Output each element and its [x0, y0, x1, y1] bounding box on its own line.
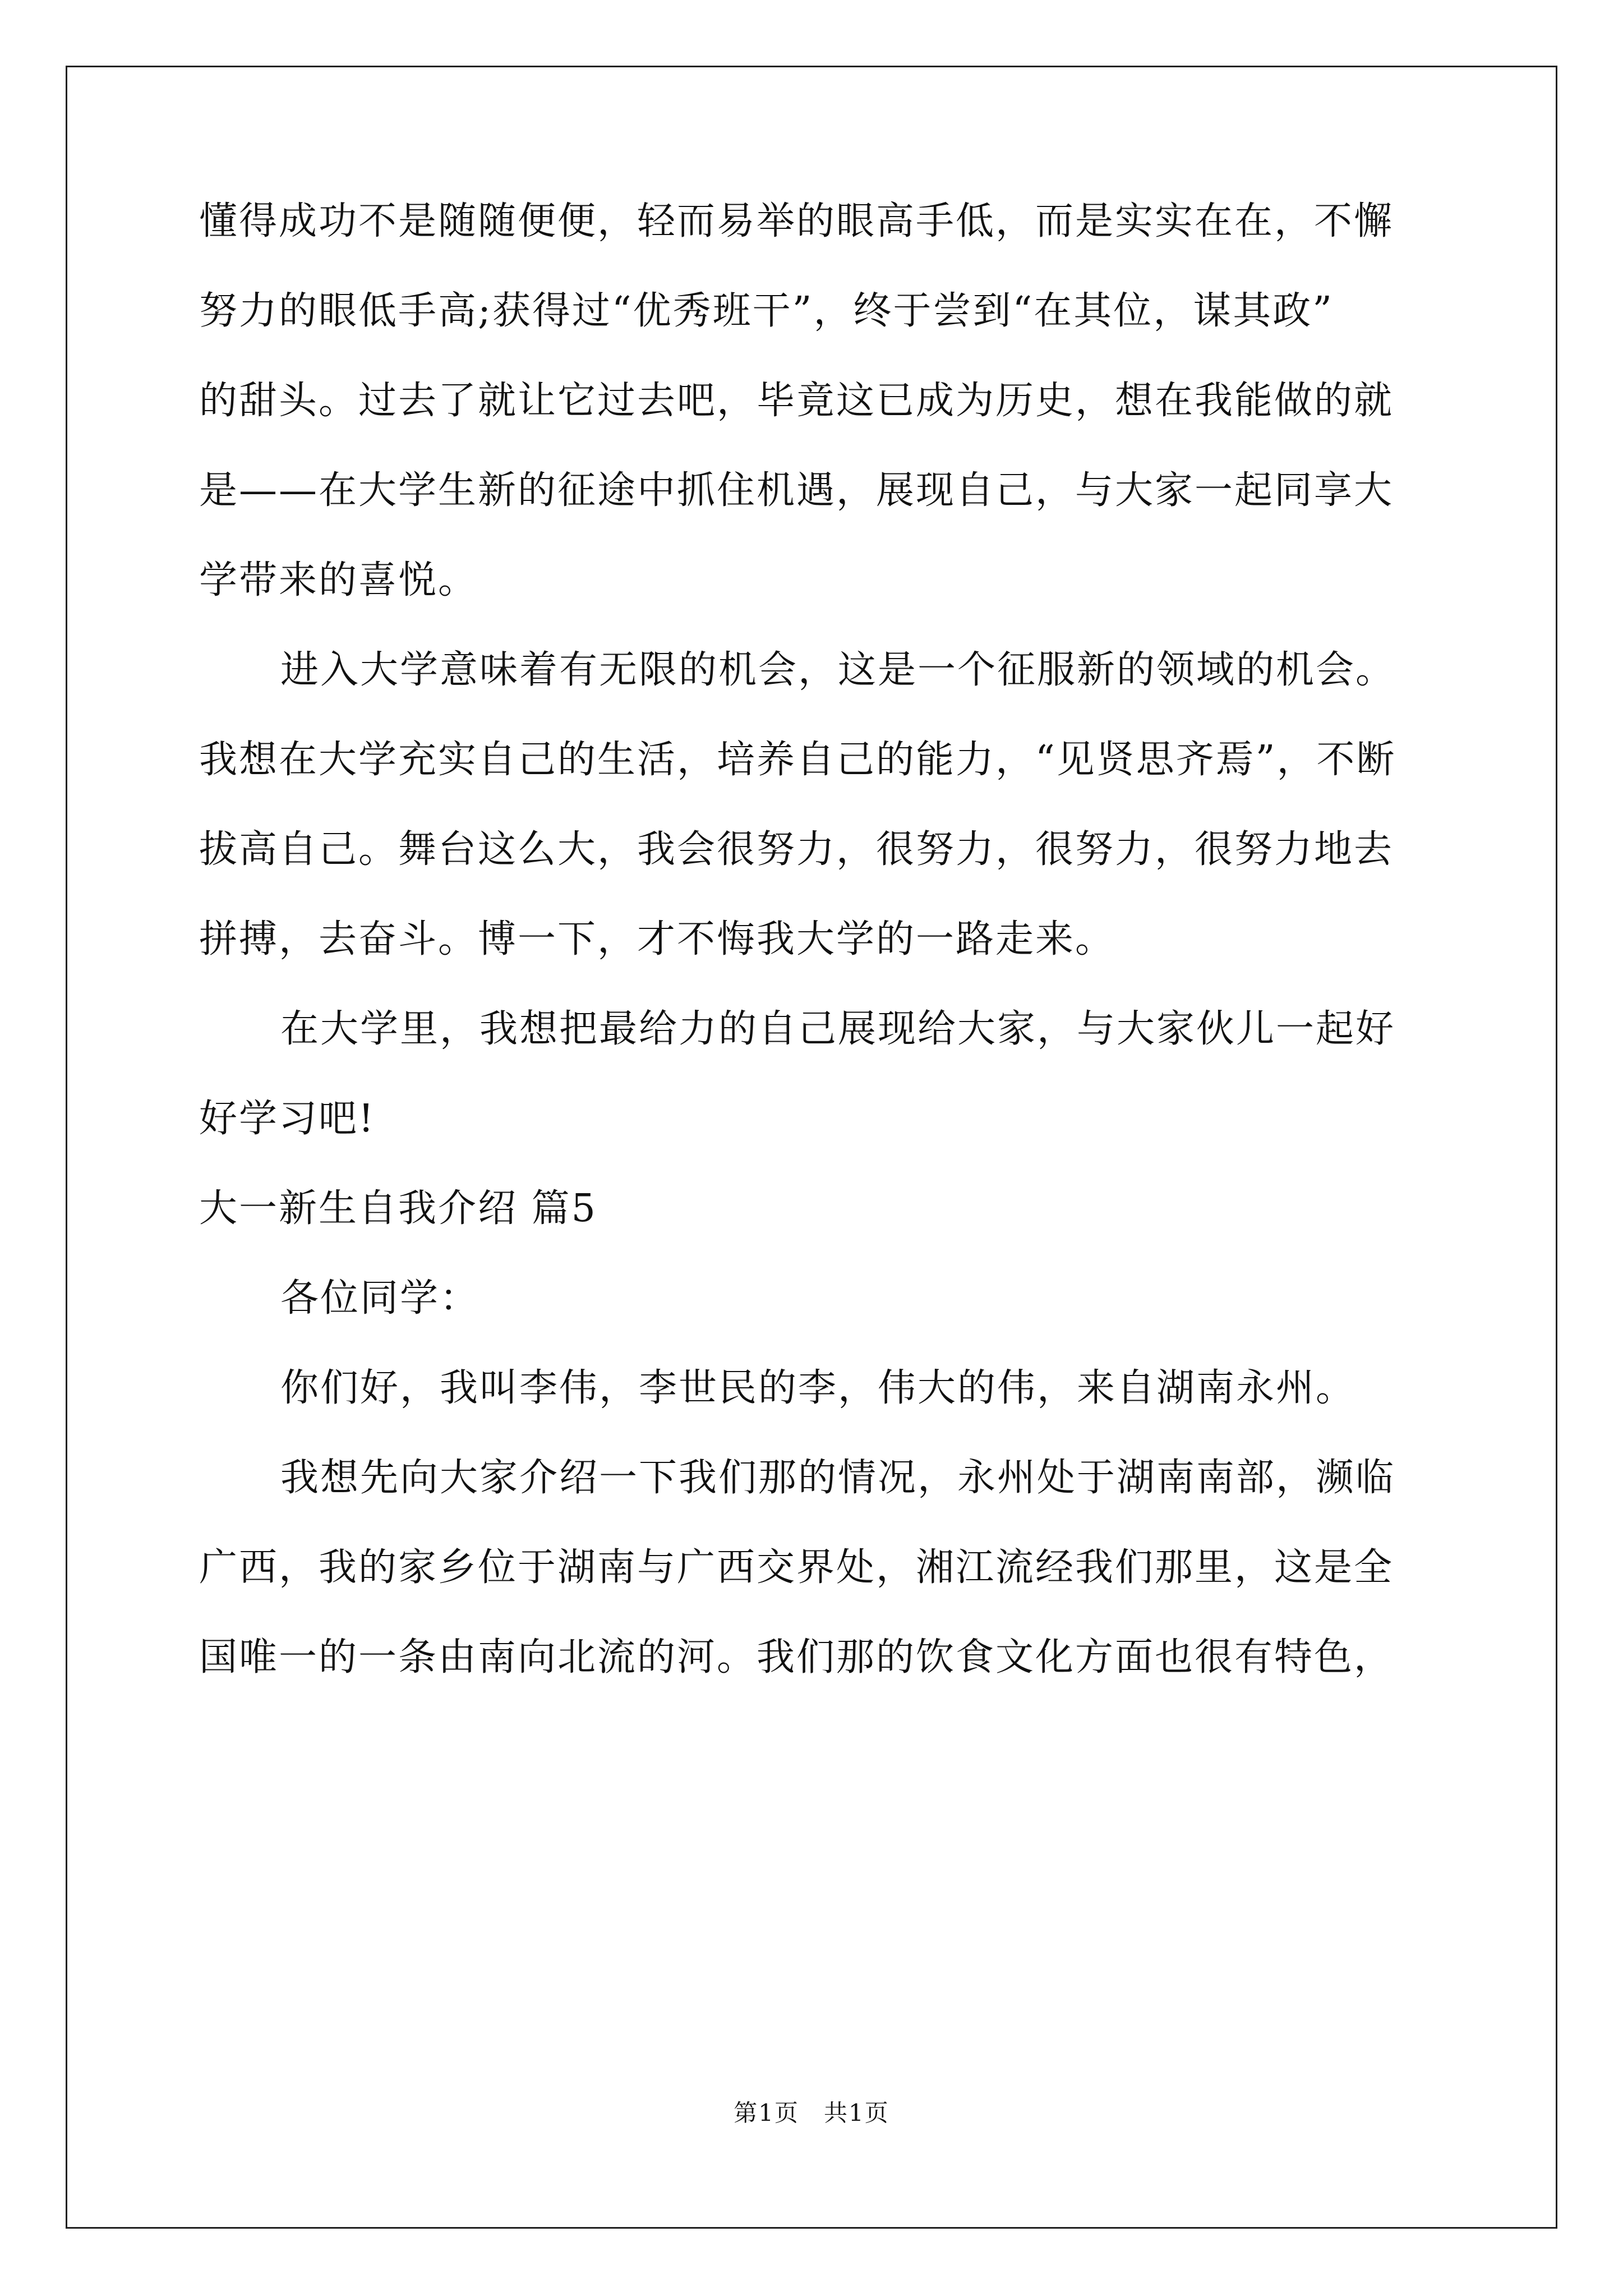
text-line: 国唯一的一条由南向北流的河。我们那的饮食文化方面也很有特色， — [199, 1635, 1394, 1680]
text-line: 广西，我的家乡位于湖南与广西交界处，湘江流经我们那里，这是全 — [199, 1545, 1394, 1590]
text-line: 拔高自己。舞台这么大，我会很努力，很努力，很努力，很努力地去 — [199, 827, 1394, 872]
text-line: 懂得成功不是随随便便，轻而易举的眼高手低，而是实实在在，不懈 — [199, 199, 1394, 243]
text-line: 我想在大学充实自己的生活，培养自己的能力，“见贤思齐焉”，不断 — [199, 738, 1396, 782]
text-line: 好学习吧! — [199, 1097, 376, 1141]
paragraph-start-line: 你们好，我叫李伟，李世民的李，伟大的伟，来自湖南永州。 — [280, 1366, 1356, 1410]
text-line: 是——在大学生新的征途中抓住机遇，展现自己，与大家一起同享大 — [199, 468, 1394, 513]
paragraph-start-line: 在大学里，我想把最给力的自己展现给大家，与大家伙儿一起好 — [280, 1007, 1396, 1051]
page-footer: 第1页 共1页 — [734, 2099, 889, 2127]
text-line: 努力的眼低手高;获得过“优秀班干”，终于尝到“在其位，谋其政” — [199, 289, 1334, 333]
salutation: 各位同学： — [280, 1276, 480, 1320]
section-heading: 大一新生自我介绍 篇5 — [199, 1186, 597, 1231]
paragraph-start-line: 我想先向大家介绍一下我们那的情况，永州处于湖南南部，濒临 — [280, 1456, 1396, 1500]
text-line: 的甜头。过去了就让它过去吧，毕竟这已成为历史，想在我能做的就 — [199, 379, 1394, 423]
text-line: 拼搏，去奋斗。博一下，才不悔我大学的一路走来。 — [199, 917, 1115, 961]
text-line: 学带来的喜悦。 — [199, 558, 478, 602]
paragraph-start-line: 进入大学意味着有无限的机会，这是一个征服新的领域的机会。 — [280, 648, 1396, 692]
